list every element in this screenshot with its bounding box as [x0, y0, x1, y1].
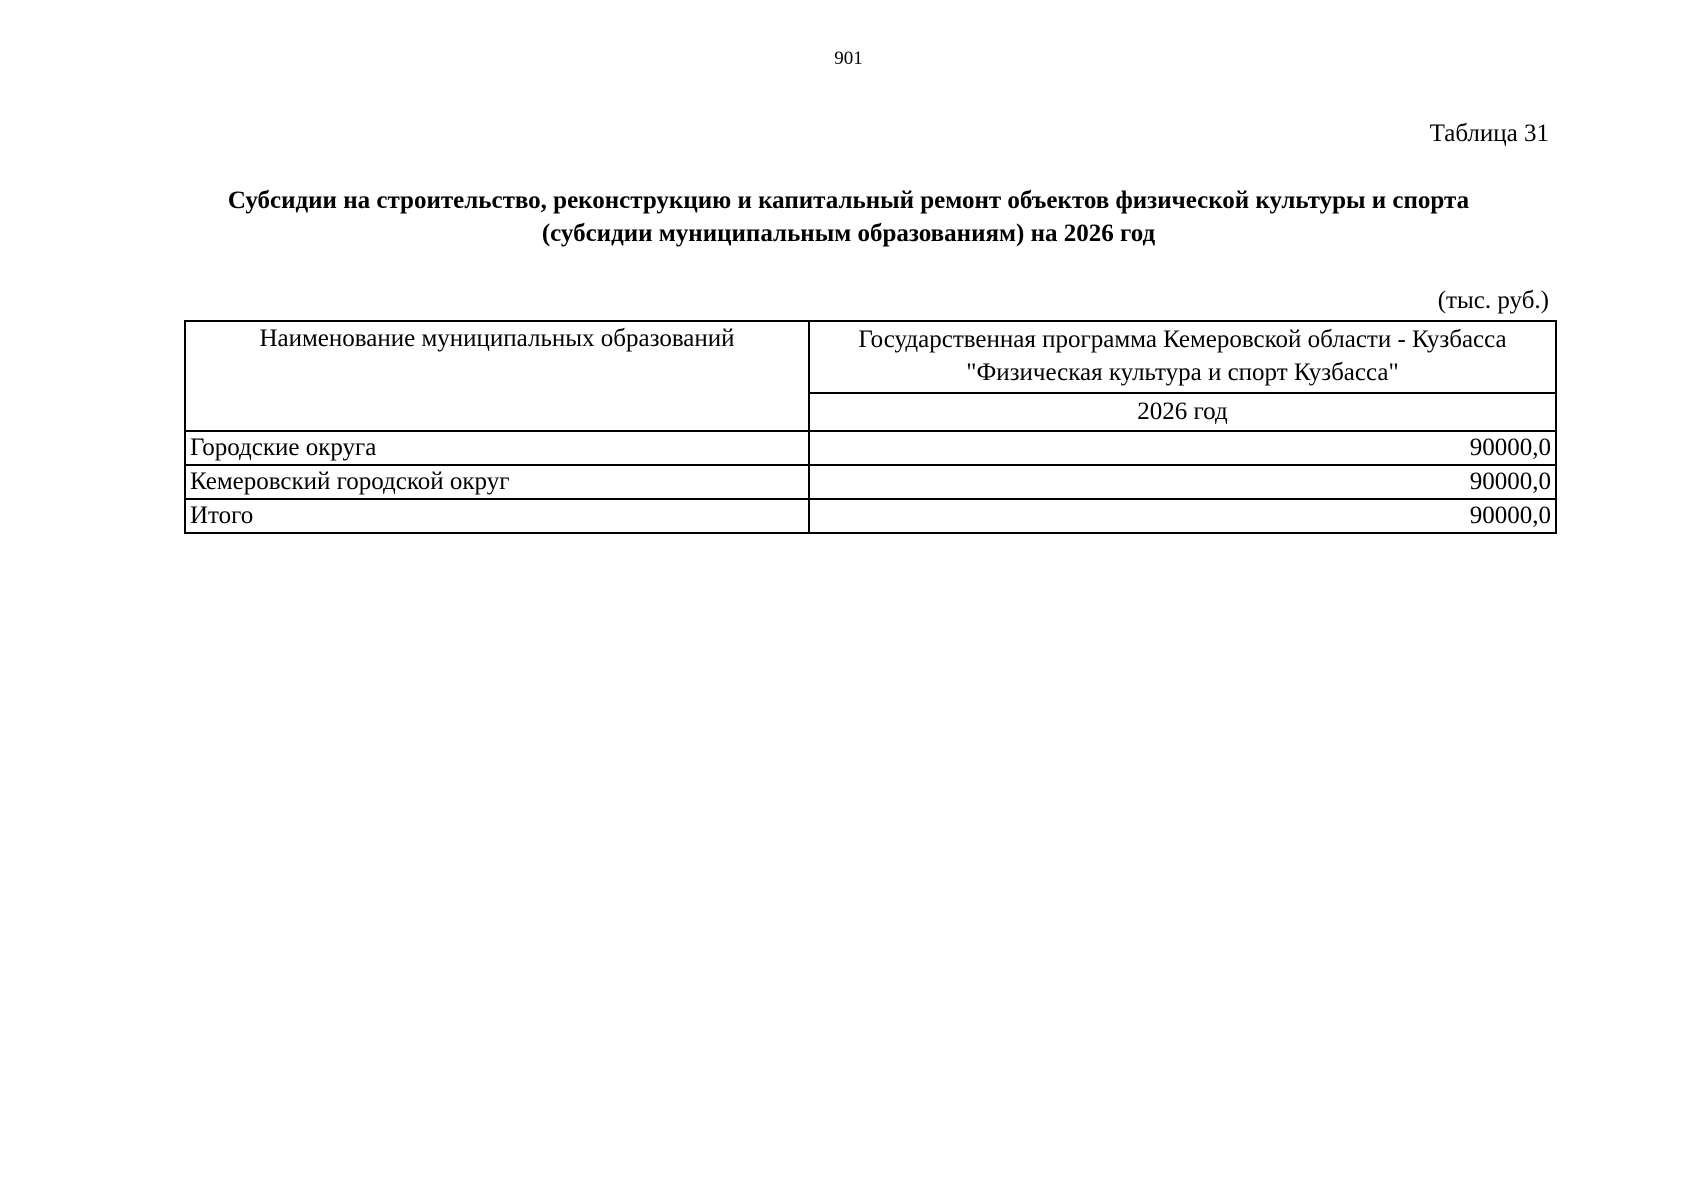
- units-note: (тыс. руб.): [1437, 287, 1549, 314]
- table-row-urban-districts: [185, 431, 1556, 465]
- header-program-line-1: Государственная программа Кемеровской области - Кузбасса: [858, 326, 1507, 353]
- subsidy-table: [184, 320, 1557, 534]
- table-header-row: [185, 321, 1556, 393]
- header-municipality-name: Наименование муниципальных образований: [185, 321, 809, 431]
- page-number: 901: [834, 48, 863, 69]
- table-label: Таблица 31: [1429, 120, 1549, 147]
- row-name: Кемеровский городской округ: [185, 465, 809, 499]
- header-year: 2026 год: [809, 393, 1556, 431]
- row-name: Городские округа: [185, 431, 809, 465]
- row-value: 90000,0: [809, 499, 1556, 533]
- document-title: [150, 184, 1547, 250]
- title-line-2: (субсидии муниципальным образованиям) на 2026 год: [541, 220, 1156, 247]
- row-value: 90000,0: [809, 431, 1556, 465]
- header-program-line-2: "Физическая культура и спорт Кузбасса": [966, 359, 1399, 386]
- row-value: 90000,0: [809, 465, 1556, 499]
- table-row-kemerovo: [185, 465, 1556, 499]
- table-row-total: [185, 499, 1556, 533]
- title-line-1: Субсидии на строительство, реконструкцию и капитальный ремонт объектов физической культуры и спорта: [227, 187, 1470, 214]
- header-program: [809, 321, 1556, 393]
- row-name: Итого: [185, 499, 809, 533]
